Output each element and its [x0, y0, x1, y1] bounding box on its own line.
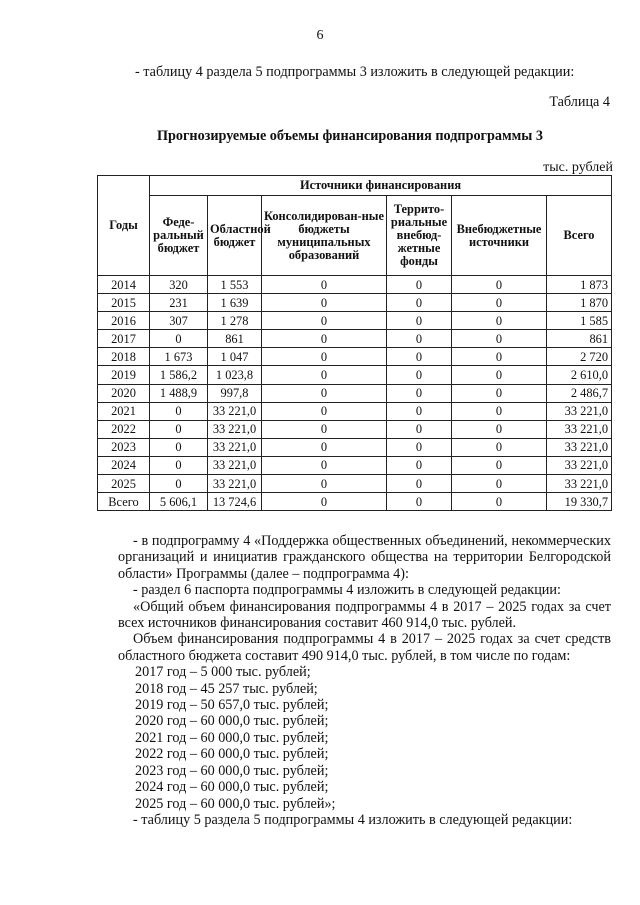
cell-territorial: 0: [387, 475, 452, 493]
cell-federal: 231: [150, 294, 208, 312]
cell-federal: 5 606,1: [150, 493, 208, 511]
header-regional: Областной бюджет: [208, 196, 262, 276]
header-extrabudget: Внебюджетные источники: [452, 196, 547, 276]
cell-federal: 320: [150, 276, 208, 294]
table-row: [98, 456, 612, 474]
cell-year: 2022: [98, 420, 150, 438]
year-list: [118, 664, 611, 812]
cell-federal: 0: [150, 456, 208, 474]
cell-total: 861: [547, 330, 612, 348]
cell-extrabudget: 0: [452, 493, 547, 511]
cell-territorial: 0: [387, 348, 452, 366]
cell-year: 2024: [98, 456, 150, 474]
cell-extrabudget: 0: [452, 402, 547, 420]
cell-year: 2014: [98, 276, 150, 294]
units-label: тыс. рублей: [543, 160, 613, 175]
cell-extrabudget: 0: [452, 330, 547, 348]
paragraph-total-volume: «Общий объем финансирования подпрограммы 4 в 2017 – 2025 годах за счет всех источников финансирования составит 460 914,0 тыс. рублей.: [118, 598, 611, 632]
table-row: [98, 294, 612, 312]
cell-federal: 0: [150, 420, 208, 438]
cell-territorial: 0: [387, 384, 452, 402]
cell-territorial: 0: [387, 366, 452, 384]
cell-total: 1 585: [547, 312, 612, 330]
cell-federal: 0: [150, 330, 208, 348]
cell-territorial: 0: [387, 456, 452, 474]
cell-regional: 13 724,6: [208, 493, 262, 511]
year-amount-line: 2023 год – 60 000,0 тыс. рублей;: [135, 762, 329, 779]
cell-extrabudget: 0: [452, 384, 547, 402]
cell-territorial: 0: [387, 276, 452, 294]
body-text: [118, 533, 611, 828]
cell-year: 2018: [98, 348, 150, 366]
year-amount-line: 2021 год – 60 000,0 тыс. рублей;: [135, 729, 329, 746]
cell-territorial: 0: [387, 330, 452, 348]
year-amount-line: 2024 год – 60 000,0 тыс. рублей;: [135, 779, 329, 796]
cell-total: 1 873: [547, 276, 612, 294]
table-row: [98, 438, 612, 456]
cell-total: 2 610,0: [547, 366, 612, 384]
year-amount-line: 2019 год – 50 657,0 тыс. рублей;: [135, 697, 329, 714]
paragraph-subprogram-4: - в подпрограмму 4 «Поддержка общественных объединений, некоммерческих организаций и инициатив гражданского общества на территории Белгородской области» Программы (далее – подпрограмма 4):: [118, 533, 611, 582]
cell-regional: 33 221,0: [208, 438, 262, 456]
paragraph-section-6: - раздел 6 паспорта подпрограммы 4 изложить в следующей редакции:: [133, 582, 561, 599]
year-amount-line: 2017 год – 5 000 тыс. рублей;: [135, 664, 311, 681]
cell-regional: 1 047: [208, 348, 262, 366]
cell-year: 2023: [98, 438, 150, 456]
year-amount-line: 2018 год – 45 257 тыс. рублей;: [135, 680, 318, 697]
cell-total: 2 486,7: [547, 384, 612, 402]
cell-total: 33 221,0: [547, 402, 612, 420]
cell-territorial: 0: [387, 420, 452, 438]
cell-municipal: 0: [262, 456, 387, 474]
cell-territorial: 0: [387, 402, 452, 420]
page-number: 6: [316, 28, 324, 43]
cell-municipal: 0: [262, 366, 387, 384]
cell-extrabudget: 0: [452, 420, 547, 438]
cell-year: Всего: [98, 493, 150, 511]
cell-municipal: 0: [262, 330, 387, 348]
cell-total: 1 870: [547, 294, 612, 312]
cell-year: 2019: [98, 366, 150, 384]
table-row: [98, 312, 612, 330]
cell-municipal: 0: [262, 312, 387, 330]
cell-municipal: 0: [262, 384, 387, 402]
year-amount-line: 2025 год – 60 000,0 тыс. рублей»;: [135, 795, 336, 812]
year-amount-line: 2020 год – 60 000,0 тыс. рублей;: [135, 713, 329, 730]
cell-territorial: 0: [387, 438, 452, 456]
header-territorial: Террито-риальные внебюд-жетные фонды: [387, 196, 452, 276]
cell-extrabudget: 0: [452, 438, 547, 456]
cell-federal: 307: [150, 312, 208, 330]
cell-extrabudget: 0: [452, 276, 547, 294]
cell-territorial: 0: [387, 294, 452, 312]
cell-year: 2020: [98, 384, 150, 402]
cell-municipal: 0: [262, 402, 387, 420]
table-row: [98, 420, 612, 438]
cell-municipal: 0: [262, 294, 387, 312]
table-row: [98, 384, 612, 402]
cell-year: 2016: [98, 312, 150, 330]
cell-federal: 0: [150, 438, 208, 456]
cell-regional: 33 221,0: [208, 420, 262, 438]
financing-table: [97, 175, 612, 511]
cell-total: 33 221,0: [547, 456, 612, 474]
cell-total: 19 330,7: [547, 493, 612, 511]
cell-regional: 861: [208, 330, 262, 348]
cell-year: 2021: [98, 402, 150, 420]
cell-regional: 1 639: [208, 294, 262, 312]
cell-municipal: 0: [262, 276, 387, 294]
table-title: Прогнозируемые объемы финансирования подпрограммы 3: [156, 128, 544, 144]
table-row: [98, 402, 612, 420]
intro-instruction: - таблицу 4 раздела 5 подпрограммы 3 изложить в следующей редакции:: [135, 64, 575, 80]
header-municipal: Консолидирован-ные бюджеты муниципальных образований: [262, 196, 387, 276]
cell-extrabudget: 0: [452, 475, 547, 493]
cell-extrabudget: 0: [452, 456, 547, 474]
cell-extrabudget: 0: [452, 366, 547, 384]
cell-regional: 1 023,8: [208, 366, 262, 384]
paragraph-table-5: - таблицу 5 раздела 5 подпрограммы 4 изложить в следующей редакции:: [133, 811, 573, 828]
cell-total: 2 720: [547, 348, 612, 366]
cell-regional: 1 278: [208, 312, 262, 330]
cell-municipal: 0: [262, 420, 387, 438]
year-amount-line: 2022 год – 60 000,0 тыс. рублей;: [135, 746, 329, 763]
table-row: [98, 330, 612, 348]
cell-territorial: 0: [387, 493, 452, 511]
cell-extrabudget: 0: [452, 312, 547, 330]
cell-year: 2017: [98, 330, 150, 348]
header-total: Всего: [547, 196, 612, 276]
cell-municipal: 0: [262, 493, 387, 511]
cell-regional: 1 553: [208, 276, 262, 294]
table-row: [98, 475, 612, 493]
cell-extrabudget: 0: [452, 348, 547, 366]
table-row: [98, 366, 612, 384]
cell-regional: 33 221,0: [208, 456, 262, 474]
cell-municipal: 0: [262, 348, 387, 366]
cell-federal: 1 488,9: [150, 384, 208, 402]
cell-total: 33 221,0: [547, 420, 612, 438]
table-label: Таблица 4: [549, 94, 610, 110]
table-row: [98, 348, 612, 366]
cell-year: 2015: [98, 294, 150, 312]
cell-year: 2025: [98, 475, 150, 493]
cell-federal: 0: [150, 402, 208, 420]
cell-total: 33 221,0: [547, 438, 612, 456]
cell-regional: 997,8: [208, 384, 262, 402]
cell-municipal: 0: [262, 438, 387, 456]
table-body: [98, 276, 612, 511]
table-row: [98, 493, 612, 511]
cell-regional: 33 221,0: [208, 402, 262, 420]
header-federal: Феде-ральный бюджет: [150, 196, 208, 276]
header-years: Годы: [98, 176, 150, 276]
cell-federal: 1 586,2: [150, 366, 208, 384]
cell-federal: 1 673: [150, 348, 208, 366]
cell-municipal: 0: [262, 475, 387, 493]
header-funding-sources: Источники финансирования: [150, 176, 612, 196]
cell-total: 33 221,0: [547, 475, 612, 493]
cell-territorial: 0: [387, 312, 452, 330]
table-row: [98, 276, 612, 294]
cell-federal: 0: [150, 475, 208, 493]
cell-extrabudget: 0: [452, 294, 547, 312]
cell-regional: 33 221,0: [208, 475, 262, 493]
paragraph-regional-volume: Объем финансирования подпрограммы 4 в 2017 – 2025 годах за счет средств областного бюджета составит 490 914,0 тыс. рублей, в том числе по годам:: [118, 631, 611, 664]
